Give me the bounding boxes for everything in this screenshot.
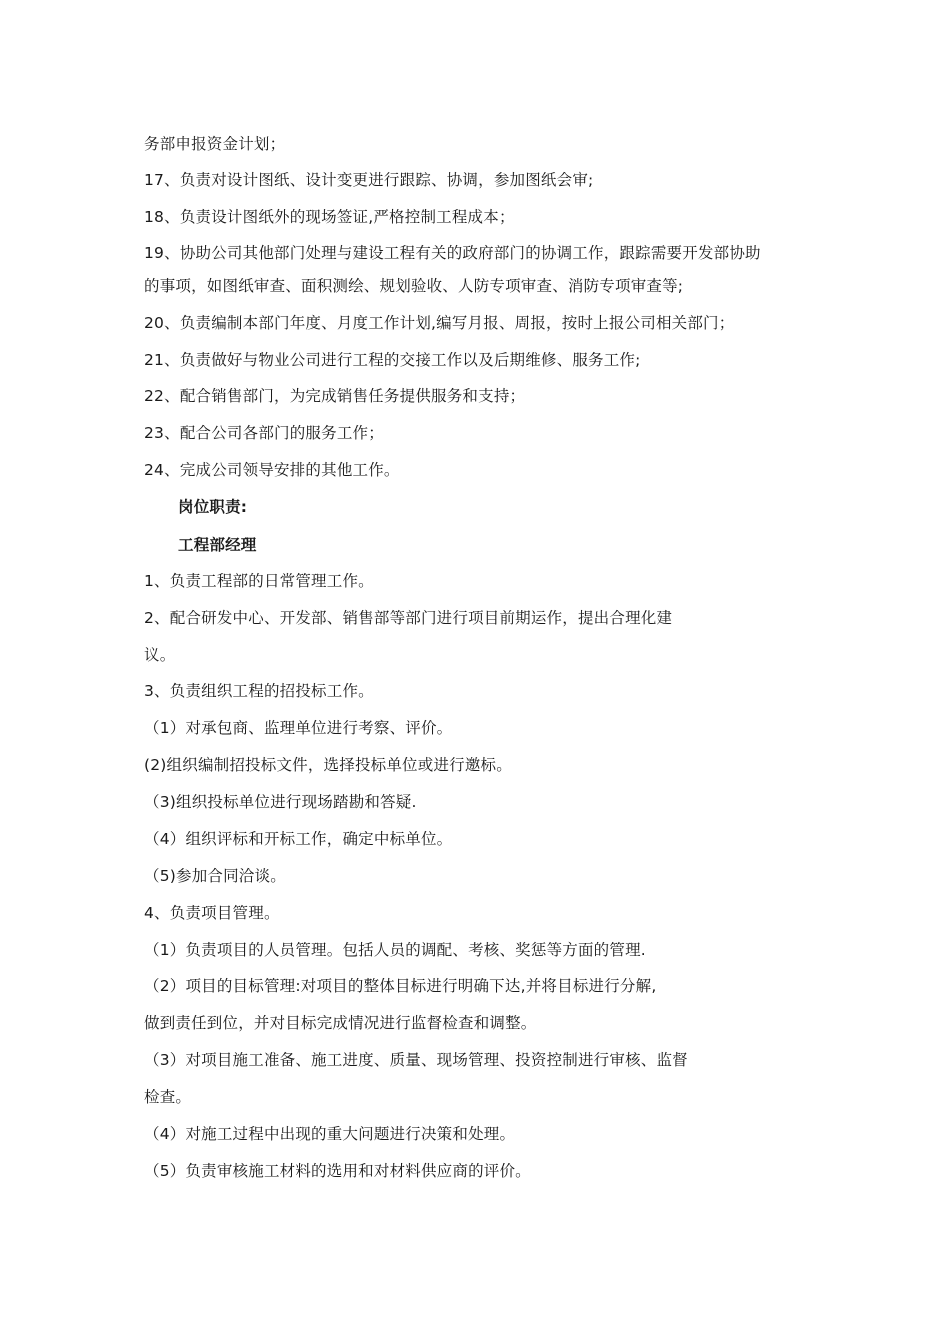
text-line: 17、负责对设计图纸、设计变更进行跟踪、协调，参加图纸会审; (144, 171, 594, 189)
text-line: 21、负责做好与物业公司进行工程的交接工作以及后期维修、服务工作; (144, 351, 641, 369)
text-line: （4）对施工过程中出现的重大问题进行决策和处理。 (144, 1125, 516, 1143)
text-line: 23、配合公司各部门的服务工作； (144, 424, 384, 442)
text-line: （1）负责项目的人员管理。包括人员的调配、考核、奖惩等方面的管理. (144, 941, 646, 959)
text-line: (2)组织编制招投标文件，选择投标单位或进行邀标。 (144, 756, 512, 774)
text-line: 议。 (144, 646, 176, 664)
text-line: （2）项目的目标管理:对项目的整体目标进行明确下达,并将目标进行分解, (144, 977, 657, 995)
text-line: 20、负责编制本部门年度、月度工作计划,编写月报、周报，按时上报公司相关部门； (144, 314, 735, 332)
text-line: 检查。 (144, 1088, 192, 1106)
text-line: 4、负责项目管理。 (144, 904, 280, 922)
text-line: 18、负责设计图纸外的现场签证,严格控制工程成本； (144, 208, 515, 226)
text-line: 3、负责组织工程的招投标工作。 (144, 682, 374, 700)
text-line: 22、配合销售部门，为完成销售任务提供服务和支持； (144, 387, 526, 405)
text-line: 的事项，如图纸审查、面积测绘、规划验收、人防专项审查、消防专项审查等; (144, 277, 684, 295)
section-heading: 岗位职责: (178, 498, 248, 516)
text-line: （3）对项目施工准备、施工进度、质量、现场管理、投资控制进行审核、监督 (144, 1051, 688, 1069)
text-line: 做到责任到位，并对目标完成情况进行监督检查和调整。 (144, 1014, 537, 1032)
position-title: 工程部经理 (178, 536, 257, 554)
text-line: （5)参加合同洽谈。 (144, 867, 286, 885)
text-line: （1）对承包商、监理单位进行考察、评价。 (144, 719, 453, 737)
text-line: 19、协助公司其他部门处理与建设工程有关的政府部门的协调工作，跟踪需要开发部协助 (144, 244, 761, 262)
text-line: 2、配合研发中心、开发部、销售部等部门进行项目前期运作，提出合理化建 (144, 609, 673, 627)
text-line: （5）负责审核施工材料的选用和对材料供应商的评价。 (144, 1162, 531, 1180)
text-line: 24、完成公司领导安排的其他工作。 (144, 461, 400, 479)
text-line: 务部申报资金计划； (144, 135, 286, 153)
text-line: （4）组织评标和开标工作，确定中标单位。 (144, 830, 453, 848)
text-line: 1、负责工程部的日常管理工作。 (144, 572, 374, 590)
text-line: （3)组织投标单位进行现场踏勘和答疑. (144, 793, 417, 811)
